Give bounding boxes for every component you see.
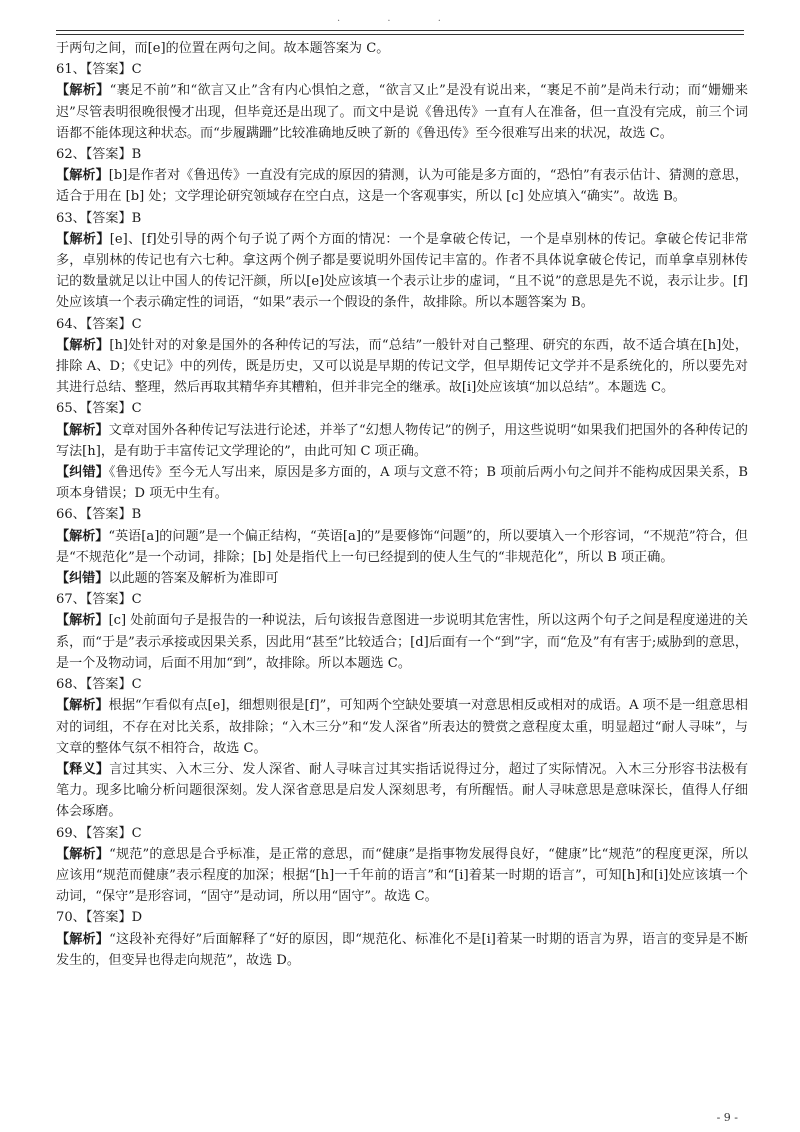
explanation-text: [c] 处前面句子是报告的一种说法，后句该报告意图进一步说明其危害性，所以这两个句子之间是程度递进的关系，而“于是”表示承接或因果关系，因此用“甚至”比较适合；[d]后面有一个“到”字，而“危及”有有害于;威胁到的意思，是一个及物动词，后面不用加“到”，故排除。所以本题选 C。 xyxy=(56,613,748,671)
answer-line: 64、【答案】C xyxy=(56,316,142,332)
header-marks: · · · xyxy=(337,16,463,27)
explanation-text: “规范”的意思是合乎标准，是正常的意思，而“健康”是指事物发展得良好，“健康”比“规范”的程度更深，所以应该用“规范而健康”表示程度的加深；根据“[h]一千年前的语言”和“[i]着某一时期的语言”，可知[h]和[i]处应该填一个动词，“保守”是形容词，“固守”是动词，所以用“固守”。故选 C。 xyxy=(56,846,748,905)
section-tag: 【解析】 xyxy=(56,698,109,714)
answer-list xyxy=(56,59,748,971)
explanation-text: 言过其实、入木三分、发人深省、耐人寻味言过其实指话说得过分，超过了实际情况。入木三分形容书法极有笔力。现多比喻分析问题很深刻。发人深省意思是启发人深刻思考，有所醒悟。耐人寻味意思是意味深长，值得人仔细体会琢磨。 xyxy=(56,761,749,820)
explanation-text: 以此题的答案及解析为准即可 xyxy=(108,571,279,587)
explanation-text: 《鲁迅传》至今无人写出来，原因是多方面的，A 项与文意不符；B 项前后两小句之间并不能构成因果关系，B 项本身错误；D 项无中生有。 xyxy=(56,465,748,502)
explanation-text: [h]处针对的对象是国外的各种传记的写法，而“总结”一般针对自己整理、研究的东西，故不适合填在[h]处，排除 A、D；《史记》中的列传，既是历史，又可以说是早期的传记文学，但早期传记文学并不是系统化的，所以要先对其进行总结、整理，然后再取其精华弃其糟粕，但并非完全的继承。故[i]处应该填“加以总结”。本题选 C。 xyxy=(56,337,749,396)
explanation-paragraph xyxy=(56,759,748,823)
section-tag: 【纠错】 xyxy=(56,571,109,587)
explanation-paragraph xyxy=(56,80,748,144)
section-tag: 【解析】 xyxy=(56,168,109,184)
answer-line: 63、【答案】B xyxy=(56,210,142,226)
explanation-text: “这段补充得好”后面解释了“好的原因，即“规范化、标准化不是[i]着某一时期的语言为界，语言的变异是不断发生的，但变异也得走向规范”，故选 D。 xyxy=(56,931,748,968)
explanation-paragraph xyxy=(56,929,748,971)
answer-line: 65、【答案】C xyxy=(56,401,142,417)
explanation-text: 根据“乍看似有点[e]，细想则很是[f]”，可知两个空缺处要填一对意思相反或相对的成语。A 项不是一组意思相对的词组，不存在对比关系，故排除；“入木三分”和“发人深省”所表达的赞赏之意程度太重，明显超过“耐人寻味”，与文章的整体气氛不相符合，故选 C。 xyxy=(56,698,748,756)
section-tag: 【解析】 xyxy=(56,337,110,353)
answer-line: 68、【答案】C xyxy=(56,677,142,693)
explanation-paragraph xyxy=(56,420,748,462)
answer-line: 62、【答案】B xyxy=(56,147,142,163)
section-tag: 【解析】 xyxy=(56,231,110,247)
section-tag: 【解析】 xyxy=(56,83,110,99)
explanation-paragraph xyxy=(56,335,748,399)
intro-line: 于两句之间，而[e]的位置在两句之间。故本题答案为 C。 xyxy=(56,41,390,56)
section-tag: 【解析】 xyxy=(56,846,110,862)
explanation-paragraph xyxy=(56,165,748,207)
section-tag: 【解析】 xyxy=(56,613,109,629)
header-rule-top xyxy=(56,30,744,31)
explanation-text: [b]是作者对《鲁迅传》一直没有完成的原因的猜测，认为可能是多方面的，“恐怕”有表示估计、猜测的意思，适合于用在 [b] 处；文学理论研究领域存在空白点，这是一个客观事实，所以 [c] 处应填入“确实”。故选 B。 xyxy=(56,168,749,205)
header-rule-bottom xyxy=(56,34,744,35)
explanation-paragraph xyxy=(56,462,748,504)
section-tag: 【解析】 xyxy=(56,422,109,438)
answer-line: 66、【答案】B xyxy=(56,507,142,523)
explanation-text: “英语[a]的问题”是一个偏正结构，“英语[a]的”是要修饰“问题”的，所以要填入一个形容词，“不规范”符合，但是“不规范化”是一个动词，排除；[b] 处是指代上一句已经提到的使人生气的“非规范化”，所以 B 项正确。 xyxy=(56,528,748,565)
explanation-paragraph xyxy=(56,695,748,759)
explanation-paragraph xyxy=(56,568,748,589)
explanation-paragraph xyxy=(56,526,748,568)
answer-line: 69、【答案】C xyxy=(56,825,142,841)
section-tag: 【纠错】 xyxy=(56,465,109,481)
explanation-paragraph xyxy=(56,610,748,674)
answer-line: 70、【答案】D xyxy=(56,910,143,926)
section-tag: 【解析】 xyxy=(56,528,109,544)
page-number: - 9 - xyxy=(716,1111,738,1124)
explanation-text: “裹足不前”和“欲言又止”含有内心惧怕之意，“欲言又止”是没有说出来，“裹足不前”是尚未行动；而“姗姗来迟”尽管表明很晚很慢才出现，但毕竟还是出现了。而文中是说《鲁迅传》一直有人在准备，但一直没有完成，前三个词语都不能体现这种状态。而“步履蹒跚”比较准确地反映了新的《鲁迅传》至今很难写出来的状况，故选 C。 xyxy=(56,83,749,141)
section-tag: 【解析】 xyxy=(56,931,110,947)
document-body xyxy=(56,38,748,971)
section-tag: 【释义】 xyxy=(56,761,110,777)
explanation-paragraph xyxy=(56,844,748,908)
explanation-paragraph xyxy=(56,229,748,314)
answer-line: 67、【答案】C xyxy=(56,592,142,608)
answer-line: 61、【答案】C xyxy=(56,62,142,78)
explanation-text: 文章对国外各种传记写法进行论述，并举了“幻想人物传记”的例子，用这些说明“如果我们把国外的各种传记的写法[h]，是有助于丰富传记文学理论的”，由此可知 C 项正确。 xyxy=(56,422,748,459)
explanation-text: [e]、[f]处引导的两个句子说了两个方面的情况：一个是拿破仑传记，一个是卓别林的传记。拿破仑传记非常多，卓别林的传记也有六七种。拿这两个例子都是要说明外国传记丰富的。作者不具体说拿破仑传记，而单拿卓别林传记的数量就足以让中国人的传记汗颜，所以[e]处应该填一个表示让步的虚词，“且不说”的意思是先不说，表示让步。[f]处应该填一个表示确定性的词语，“如果”表示一个假设的条件，故排除。所以本题答案为 B。 xyxy=(56,231,748,311)
